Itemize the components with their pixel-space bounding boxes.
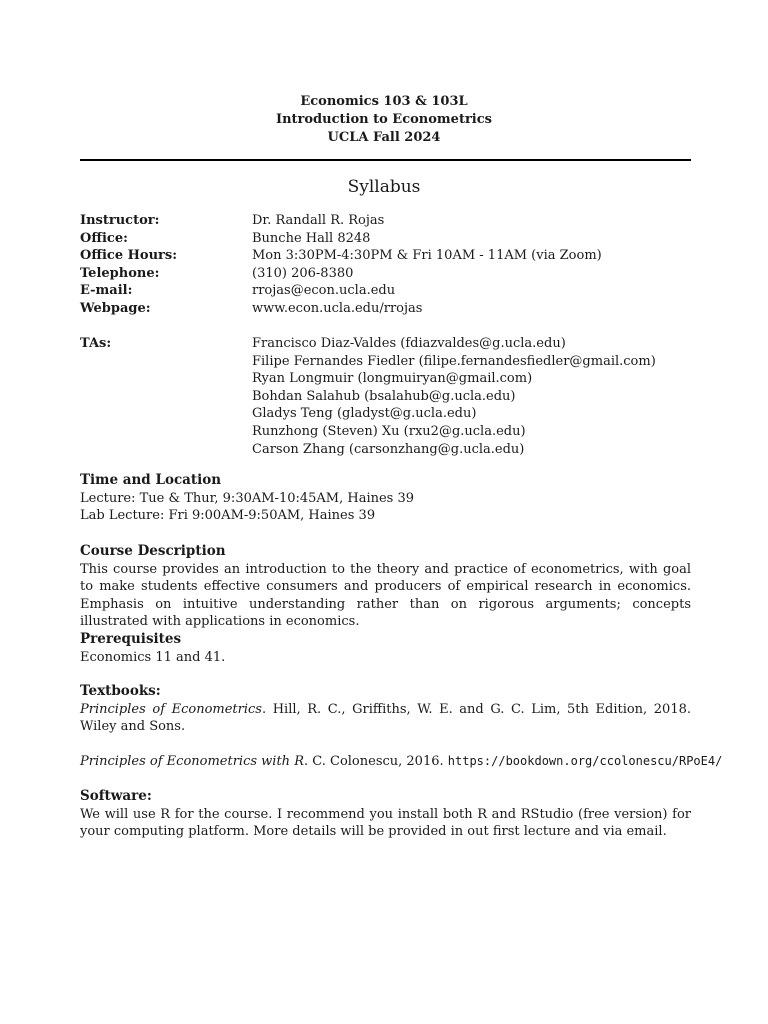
- info-row-instructor: [80, 212, 700, 230]
- info-label: Telephone:: [80, 265, 160, 281]
- time-location-section: [80, 472, 691, 525]
- tas-label: TAs:: [80, 336, 112, 351]
- info-label: Office Hours:: [80, 248, 178, 264]
- textbook-2-title: Principles of Econometrics with R: [80, 753, 304, 769]
- lab-time: Lab Lecture: Fri 9:00AM-9:50AM, Haines 39: [80, 508, 376, 524]
- ta-item: Runzhong (Steven) Xu (rxu2@g.ucla.edu): [252, 423, 526, 439]
- webpage-link[interactable]: www.econ.ucla.edu/rrojas: [252, 300, 423, 316]
- course-description-text: This course provides an introduction to the theory and practice of econometrics, with goal to make students effective consumers and producers of empirical research in economics. Emphasis on intuitive understanding rather than on rigorous arguments; concepts illustrated with applications in economics.: [80, 561, 691, 630]
- course-description-heading: Course Description: [80, 543, 226, 559]
- info-label: E-mail:: [80, 283, 133, 299]
- ta-item: Bohdan Salahub (bsalahub@g.ucla.edu): [252, 388, 516, 404]
- info-row-office-hours: [80, 247, 700, 265]
- ta-item: Gladys Teng (gladyst@g.ucla.edu): [252, 406, 477, 422]
- ta-item: Francisco Diaz-Valdes (fdiazvaldes@g.ucla.edu): [252, 336, 566, 351]
- header-divider: [80, 159, 691, 161]
- course-title: Economics 103 & 103L: [300, 94, 468, 109]
- ta-item: Filipe Fernandes Fiedler (filipe.fernandesfiedler@gmail.com): [252, 353, 656, 369]
- time-location-heading: Time and Location: [80, 472, 222, 488]
- textbook-2-details: . C. Colonescu, 2016.: [303, 753, 444, 769]
- lecture-time: Lecture: Tue & Thur, 9:30AM-10:45AM, Haines 39: [80, 490, 415, 506]
- info-label: Webpage:: [80, 300, 151, 316]
- ta-item: Carson Zhang (carsonzhang@g.ucla.edu): [252, 441, 525, 457]
- info-label: Instructor:: [80, 213, 160, 228]
- course-description-section: [80, 543, 691, 631]
- info-label: Office:: [80, 230, 128, 246]
- info-row-telephone: [80, 265, 700, 283]
- info-value: Bunche Hall 8248: [252, 230, 371, 246]
- tas-block: [80, 335, 700, 458]
- info-value: (310) 206-8380: [252, 265, 354, 281]
- software-text: We will use R for the course. I recommend you install both R and RStudio (free version) for your computing platform. More details will be provided in out first lecture and via email.: [80, 806, 691, 840]
- info-value: Dr. Randall R. Rojas: [252, 213, 385, 228]
- software-section: [80, 788, 691, 841]
- textbook-1-details: . Hill, R. C., Griffiths, W. E. and G. C. Lim, 5th Edition, 2018. Wiley and Sons.: [80, 701, 691, 735]
- info-value: Mon 3:30PM-4:30PM & Fri 10AM - 11AM (via Zoom): [252, 248, 602, 264]
- email-link[interactable]: rrojas@econ.ucla.edu: [252, 283, 396, 299]
- info-row-webpage: [80, 300, 700, 318]
- prerequisites-heading: Prerequisites: [80, 631, 182, 647]
- prerequisites-text: Economics 11 and 41.: [80, 649, 226, 665]
- course-header: [0, 93, 768, 147]
- textbook-1: [80, 701, 691, 736]
- ta-item: Ryan Longmuir (longmuiryan@gmail.com): [252, 371, 533, 387]
- instructor-info: [80, 212, 700, 318]
- textbooks-heading: Textbooks:: [80, 683, 161, 699]
- course-term: UCLA Fall 2024: [327, 130, 441, 145]
- info-row-email: [80, 282, 700, 300]
- textbook-2-url[interactable]: https://bookdown.org/ccolonescu/RPoE4/: [447, 753, 723, 768]
- textbook-1-title: Principles of Econometrics: [80, 701, 262, 717]
- info-row-office: [80, 230, 700, 248]
- prerequisites-section: [80, 631, 691, 666]
- textbook-2: [80, 753, 723, 771]
- textbooks-section: [80, 683, 723, 770]
- course-subtitle: Introduction to Econometrics: [276, 112, 492, 127]
- syllabus-title: Syllabus: [347, 177, 421, 197]
- software-heading: Software:: [80, 788, 152, 804]
- ta-list: [252, 335, 700, 458]
